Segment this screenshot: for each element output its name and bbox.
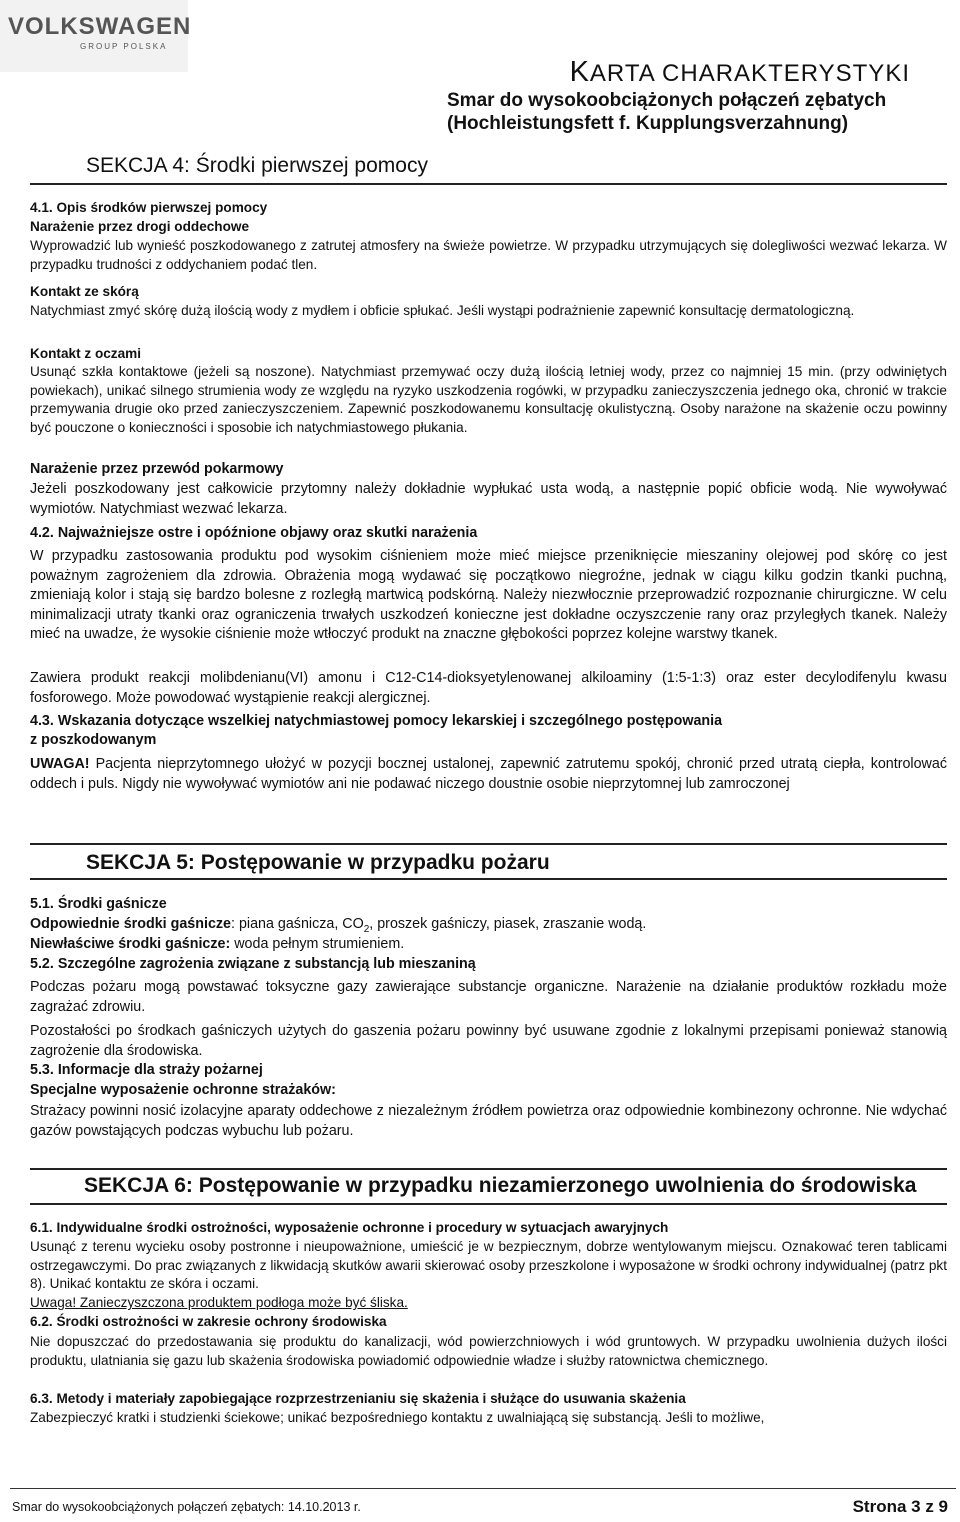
suitable-media-text-b: , proszek gaśniczy, piasek, zraszanie wodą. (369, 916, 647, 932)
heading-5-3: 5.3. Informacje dla straży pożarnej (30, 1062, 263, 1078)
text-6-3: Zabezpieczyć kratki i studzienki ściekowe; unikać bezpośredniego kontaktu z uwalniającą się substancją. Jeśli to możliwe, (30, 1410, 765, 1425)
text-6-1: Usunąć z terenu wycieku osoby postronne i nieupoważnione, umieścić je w bezpiecznym, dobrze wentylowanym miejscu. Oznakować teren tablicami ostrzegawczymi. Do prac związanych z likwidacją skutków awarii skierować osoby przeszkolone i wyposażone w środki ochrony indywidualnej (patrz pkt 8). Unikać kontaktu ze skóra i oczami. (30, 1239, 947, 1291)
text-6-2: Nie dopuszczać do przedostawania się produktu do kanalizacji, wód powierzchniowych i wód gruntowych. W przypadku uwolnienia dużych ilości produktu, ulatniania się gazu lub skażenia środowiska powiadomić odpowiednie władze i służby ratownictwa chemicznego. (30, 1334, 947, 1368)
text-5-2-a: Podczas pożaru mogą powstawać toksyczne gazy zawierające substancje organiczne. Narażenie na działanie produktów rozkładu może zagrażać zdrowiu. (30, 979, 947, 1015)
text-4-3-body: Pacjenta nieprzytomnego ułożyć w pozycji bocznej ustalonej, zapewnić zatrutemu spokój, chronić przed utratą ciepła, kontrolować oddech i puls. Nigdy nie wywoływać wymiotów ani nie podawać niczego doustnie osobie nieprzytomnej lub zamroczonej (30, 756, 947, 792)
document-title-rest: ARTA CHARAKTERYSTYKI (589, 60, 910, 87)
text-4-2-a: W przypadku zastosowania produktu pod wysokim ciśnieniem może mieć miejsce przeniknięcie mieszaniny olejowej pod skórę co jest poważnym zagrożeniem dla zdrowia. Obrażenia mogą wydawać się początkowo niegroźne, jednak w ciągu kilku godzin tkanki puchną, zmieniają kolor i stają się bardzo bolesne z rozległą martwicą podskórną. Należy niezwłocznie przeprowadzić rozpoznanie chirurgiczne. W celu minimalizacji utraty tkanki oraz ograniczenia trwałych uszkodzeń konieczne jest dokładne oczyszczenie rany oraz przyległych tkanek. Należy mieć na uwadze, że wysokie ciśnienie może wtłoczyć produkt na znaczne głębokości poprzez kolejne warstwy tkanek. (30, 548, 947, 642)
unsuitable-media-label: Niewłaściwe środki gaśnicze: (30, 936, 231, 952)
text-unsuitable-media (30, 935, 947, 955)
heading-4-3-line1: 4.3. Wskazania dotyczące wszelkiej natychmiastowej pomocy lekarskiej i szczególnego postępowania (30, 713, 723, 729)
text-ingestion: Jeżeli poszkodowany jest całkowicie przytomny należy dokładnie wypłukać usta wodą, a następnie popić obficie wodą. Nie wywoływać wymiotów. Natychmiast wezwać lekarza. (30, 481, 947, 517)
heading-5-1: 5.1. Środki gaśnicze (30, 896, 167, 912)
heading-firefighter-ppe: Specjalne wyposażenie ochronne strażaków: (30, 1082, 336, 1098)
section-6-divider (30, 1203, 947, 1205)
document-title-first-letter: K (569, 56, 590, 88)
warning-label: UWAGA! (30, 756, 90, 772)
heading-skin-contact: Kontakt ze skórą (30, 284, 139, 299)
text-skin-contact: Natychmiast zmyć skórę dużą ilością wody z mydłem i obficie spłukać. Jeśli wystąpi podrażnienie zapewnić konsultację dermatologiczną. (30, 303, 855, 318)
page-number: Strona 3 z 9 (852, 1497, 948, 1516)
text-5-2-b: Pozostałości po środkach gaśniczych użytych do gaszenia pożaru powinny być usuwane zgodnie z lokalnymi przepisami ponieważ stanowią zagrożenie dla środowiska. (30, 1023, 947, 1059)
unsuitable-media-text: woda pełnym strumieniem. (230, 936, 405, 952)
text-6-1-warning: Uwaga! Zanieczyszczona produktem podłoga może być śliska. (30, 1295, 408, 1310)
heading-5-2: 5.2. Szczególne zagrożenia związane z substancją lub mieszaniną (30, 956, 476, 972)
suitable-media-label: Odpowiednie środki gaśnicze (30, 916, 231, 932)
text-4-2-b: Zawiera produkt reakcji molibdenianu(VI) amonu i C12-C14-dioksyetylenowanej alkiloaminy (1:5-1:3) oraz ester decylodifenylu kwasu fosforowego. Może powodować wystąpienie reakcji alergicznej. (30, 670, 947, 706)
product-name-line2: (Hochleistungsfett f. Kupplungsverzahnung) (447, 113, 849, 134)
text-5-3: Strażacy powinni nosić izolacyjne aparaty oddechowe z niezależnym źródłem powietrza oraz odpowiednie kombinezony ochronne. Nie wdychać gazów powstających podczas wybuchu lub pożaru. (30, 1103, 947, 1139)
heading-ingestion: Narażenie przez przewód pokarmowy (30, 461, 284, 477)
section-5-divider-top (30, 843, 947, 845)
text-eye-contact: Usunąć szkła kontaktowe (jeżeli są noszone). Natychmiast przemywać oczy dużą ilością letniej wody, przez co najmniej 15 min. (przy odwiniętych powiekach), unikać silnego strumienia wody ze względu na ryzyko uszkodzenia rogówki, w przypadku zanieczyszczenia jednego oka, chronić w trakcie przemywania drugie oko przed zanieczyszczeniem. Zapewnić poszkodowanemu konsultację okulistyczną. Osoby narażone na skażenie oczu powinny być pouczone o konieczności i sposobie ich natychmiastowego płukania. (30, 364, 947, 435)
section-4-divider (30, 183, 947, 185)
text-4-3 (30, 755, 947, 794)
heading-6-3: 6.3. Metody i materiały zapobiegające rozprzestrzenianiu się skażenia i służące do usuwania skażenia (30, 1391, 686, 1406)
heading-6-2: 6.2. Środki ostrożności w zakresie ochrony środowiska (30, 1314, 387, 1329)
section-4-title: SEKCJA 4: Środki pierwszej pomocy (86, 154, 428, 177)
footer-divider (10, 1488, 956, 1489)
heading-4-1: 4.1. Opis środków pierwszej pomocy (30, 200, 268, 215)
company-logo: VOLKSWAGEN (8, 13, 192, 40)
co2-subscript: 2 (363, 923, 370, 935)
section-6-title: SEKCJA 6: Postępowanie w przypadku niezamierzonego uwolnienia do środowiska (84, 1174, 917, 1197)
section-6-divider-top (30, 1168, 947, 1170)
heading-inhalation: Narażenie przez drogi oddechowe (30, 219, 250, 234)
heading-eye-contact: Kontakt z oczami (30, 346, 142, 361)
footer-product-date: Smar do wysokoobciążonych połączeń zębatych: 14.10.2013 r. (12, 1500, 361, 1514)
document-title (570, 56, 910, 89)
heading-6-1: 6.1. Indywidualne środki ostrożności, wyposażenie ochronne i procedury w sytuacjach awaryjnych (30, 1220, 669, 1235)
suitable-media-text-a: : piana gaśnicza, CO (231, 916, 364, 932)
product-name (447, 89, 917, 135)
company-logo-subtitle: GROUP POLSKA (80, 42, 168, 51)
section-5-divider (30, 878, 947, 880)
text-inhalation: Wyprowadzić lub wynieść poszkodowanego z zatrutej atmosfery na świeże powietrze. W przypadku utrzymujących się dolegliwości wezwać lekarza. W przypadku trudności z oddychaniem podać tlen. (30, 238, 947, 272)
heading-4-3-line2: z poszkodowanym (30, 732, 157, 748)
section-5-title: SEKCJA 5: Postępowanie w przypadku pożaru (86, 851, 550, 874)
product-name-line1: Smar do wysokoobciążonych połączeń zębatych (447, 90, 887, 111)
heading-4-2: 4.2. Najważniejsze ostre i opóźnione objawy oraz skutki narażenia (30, 525, 478, 541)
